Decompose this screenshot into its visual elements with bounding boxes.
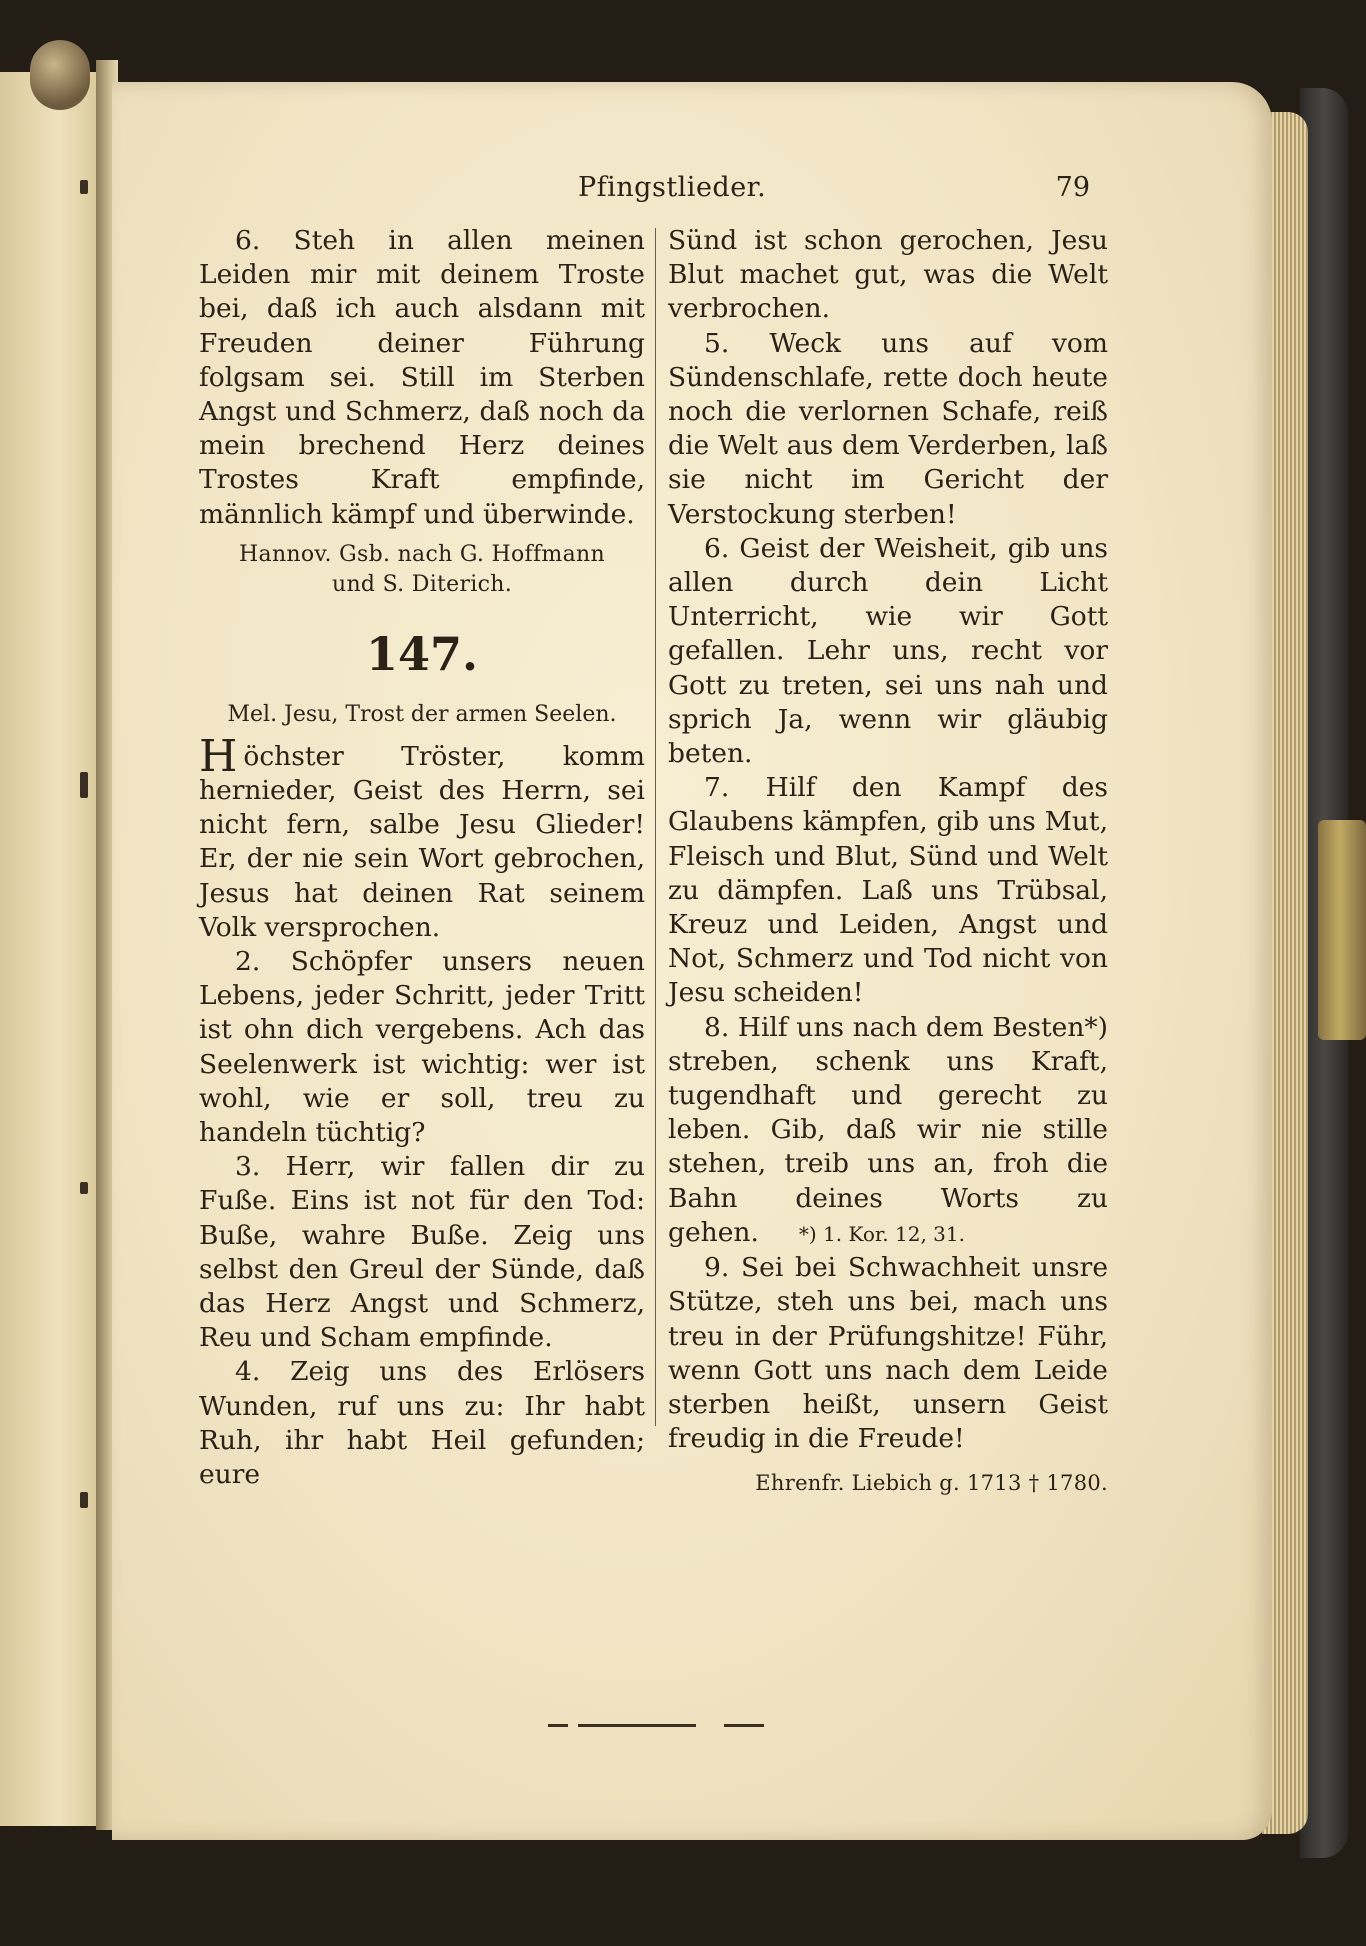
closing-rule-right <box>724 1724 764 1727</box>
stanza-1 <box>199 730 645 945</box>
facing-page-edge <box>0 72 108 1826</box>
page-number: 79 <box>1055 172 1090 203</box>
melody-line: Mel. Jesu, Trost der armen Seelen. <box>227 701 617 727</box>
stanza-9: 9. Sei bei Schwachheit unsre Stütze, steh uns bei, mach uns treu in der Prüfungshitze! Führ, wenn Gott uns nach dem Leide sterben heißt, unsern Geist freudig in die Freude! <box>668 1252 1108 1455</box>
print-mark <box>80 180 88 194</box>
footnote: *) 1. Kor. 12, 31. <box>798 1221 965 1246</box>
hymn-number: 147. <box>365 626 479 681</box>
stanza-8 <box>668 1011 1108 1251</box>
print-mark <box>80 1182 88 1194</box>
attribution: Ehrenfr. Liebich g. 1713 † 1780. <box>755 1471 1108 1496</box>
binding-ring <box>30 40 90 110</box>
stanza-8-text: 8. Hilf uns nach dem Besten*) streben, schenk uns Kraft, tugendhaft und gerecht zu leben. Gib, daß wir nie stille stehen, treib uns an, froh die Bahn deines Worts zu gehen. <box>668 1011 1108 1248</box>
closing-rule-center <box>578 1724 696 1727</box>
page-header <box>190 172 1110 212</box>
stanza-6: 6. Geist der Weisheit, gib uns allen durch dein Licht Unterricht, wie wir Gott gefallen. Lehr uns, recht vor Gott zu treten, sei uns nah und sprich Ja, wenn wir gläubig beten. <box>668 532 1108 770</box>
attribution-line-1: Hannov. Gsb. nach G. Hoffmann <box>239 541 605 567</box>
stanza-5: 5. Weck uns auf vom Sündenschlafe, rette doch heute noch die verlornen Schafe, reiß die Welt aus dem Verderben, laß sie nicht im Gericht der Verstockung sterben! <box>668 327 1108 530</box>
column-divider <box>655 228 656 1426</box>
stanza-6-previous-hymn: 6. Steh in allen meinen Leiden mir mit deinem Troste bei, daß ich auch alsdann mit Freuden deiner Führung folgsam sei. Still im Sterben Angst und Schmerz, daß noch da mein brechend Herz deines Trostes Kraft empfinde, männlich kämpf und überwinde. <box>199 225 645 530</box>
print-mark <box>80 772 88 798</box>
stanza-4-continuation: Sünd ist schon gerochen, Jesu Blut machet gut, was die Welt verbrochen. <box>668 225 1108 325</box>
left-column <box>199 224 645 1492</box>
stanza-3: 3. Herr, wir fallen dir zu Fuße. Eins ist not für den Tod: Buße, wahre Buße. Zeig uns selbst den Greul der Sünde, daß das Herz Angst und Schmerz, Reu und Scham empfinde. <box>199 1151 645 1354</box>
print-mark <box>80 1492 88 1508</box>
stanza-7: 7. Hilf den Kampf des Glaubens kämpfen, gib uns Mut, Fleisch und Blut, Sünd und Welt zu dämpfen. Laß uns Trübsal, Kreuz und Leiden, Angst und Not, Schmerz und Tod nicht von Jesu scheiden! <box>668 772 1108 1009</box>
attribution-line-2: und S. Diterich. <box>331 571 513 597</box>
stanza-2: 2. Schöpfer unsers neuen Lebens, jeder Schritt, jeder Tritt ist ohn dich vergebens. Ach das Seelenwerk ist wichtig: wer ist wohl, wie er soll, treu zu handeln tüchtig? <box>199 946 645 1149</box>
running-title: Pfingstlieder. <box>578 172 767 203</box>
closing-rule-left <box>548 1724 568 1727</box>
brass-clasp <box>1318 820 1366 1040</box>
stanza-1-text: öchster Tröster, komm hernieder, Geist des Herrn, sei nicht fern, salbe Jesu Glieder! Er, der nie sein Wort gebrochen, Jesus hat deinen Rat seinem Volk versprochen. <box>199 740 645 943</box>
right-column <box>668 224 1108 1498</box>
drop-cap: H <box>199 730 238 782</box>
stanza-4: 4. Zeig uns des Erlösers Wunden, ruf uns zu: Ihr habt Ruh, ihr habt Heil gefunden; eure <box>199 1356 645 1491</box>
